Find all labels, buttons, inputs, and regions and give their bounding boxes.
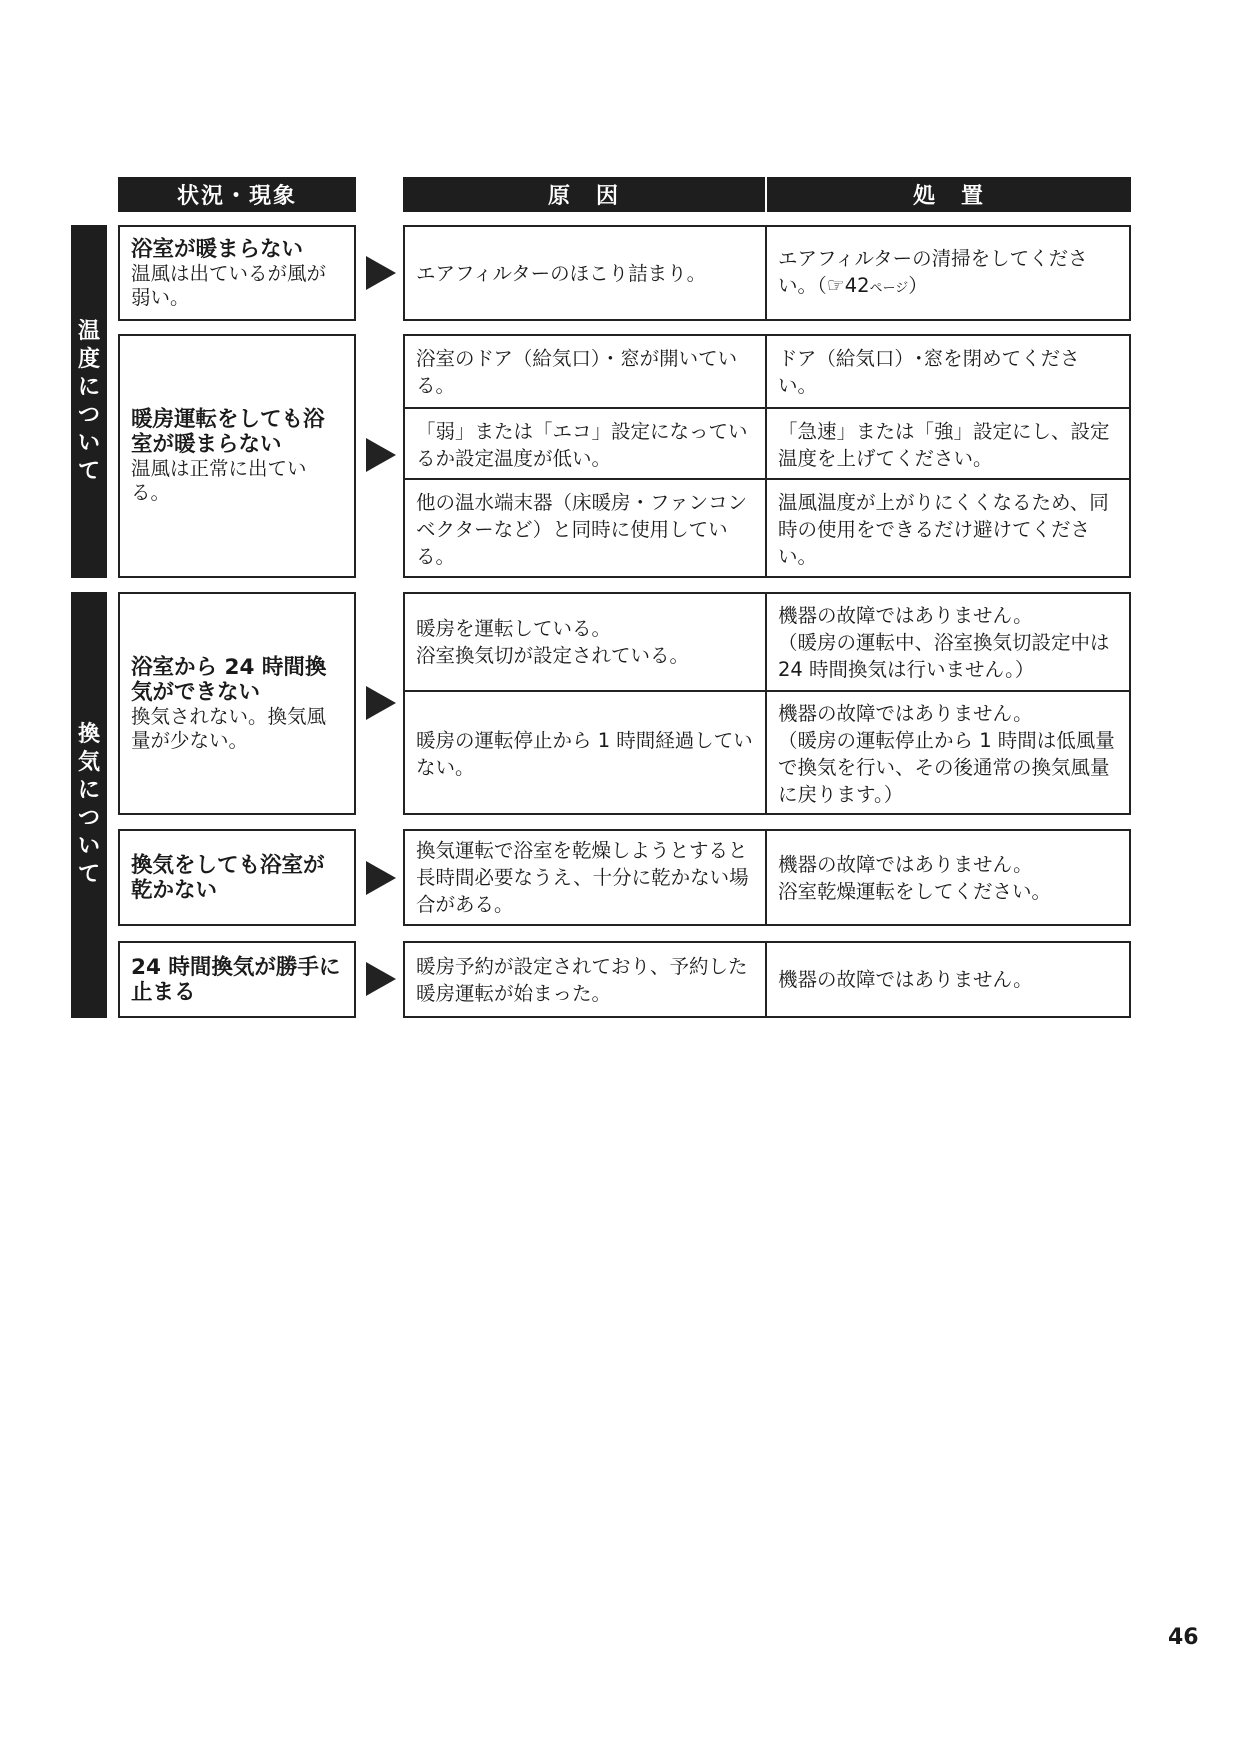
section-ventilation	[71, 592, 107, 1018]
cause-text: 他の温水端末器（床暖房・ファンコンベクターなど）と同時に使用している。	[416, 490, 748, 568]
cause-cell	[405, 336, 767, 407]
action-text: 機器の故障ではありません。	[778, 852, 1033, 876]
action-cell	[767, 831, 1129, 924]
ref-page: 42	[844, 273, 870, 297]
action-text-2: （暖房の運転中、浴室換気切設定中は 24 時間換気は行いません。）	[778, 630, 1110, 681]
section-char: い	[77, 430, 100, 456]
situation-cell	[118, 592, 356, 815]
situation-cell	[118, 225, 356, 321]
action-ref	[778, 272, 1118, 302]
action-cell	[767, 943, 1129, 1016]
situation-title: 24 時間換気が勝手に止まる	[131, 954, 341, 1005]
action-text: 機器の故障ではありません。	[778, 701, 1033, 725]
cause-text: エアフィルターのほこり詰まり。	[416, 261, 707, 285]
situation-cell	[118, 829, 356, 926]
arrow-icon	[366, 256, 396, 290]
section-char: 気	[77, 750, 100, 775]
section-char: に	[77, 778, 100, 803]
action-text: 機器の故障ではありません。	[778, 603, 1033, 627]
cause-cell	[405, 594, 767, 690]
table-row	[405, 336, 1129, 407]
cause-cell	[405, 943, 767, 1016]
cause-action-group	[403, 334, 1131, 578]
situation-title: 換気をしても浴室が乾かない	[131, 852, 325, 903]
cause-action-group	[403, 592, 1131, 815]
action-text: ドア（給気口）･窓を閉めてください。	[778, 346, 1080, 397]
section-char: て	[77, 458, 100, 484]
table-row	[405, 478, 1129, 578]
arrow-icon	[366, 438, 396, 472]
cause-cell	[405, 831, 767, 924]
cause-text-2: 浴室換気切が設定されている。	[416, 644, 690, 667]
action-text: 「急速」または「強」設定にし、設定温度を上げてください。	[778, 419, 1110, 470]
table-row	[405, 943, 1129, 1016]
section-char: 度	[77, 346, 100, 372]
action-text-2: い。（	[778, 273, 827, 297]
table-row	[405, 227, 1129, 319]
section-char: つ	[77, 402, 100, 428]
situation-cell	[118, 334, 356, 578]
arrow-icon	[366, 861, 396, 895]
cause-text: 浴室のドア（給気口）・窓が開いている。	[416, 346, 738, 397]
arrow-icon	[366, 686, 396, 720]
header-situation: 状況・現象	[118, 177, 356, 212]
ref-unit: ページ	[869, 280, 909, 296]
situation-title: 浴室が暖まらない	[131, 236, 304, 262]
cause-text: 暖房予約が設定されており、予約した暖房運転が始まった。	[416, 954, 748, 1005]
action-text-2: 浴室乾燥運転をしてください。	[778, 879, 1052, 903]
section-char: て	[77, 862, 100, 887]
situation-desc: 温風は出ているが風が弱い。	[131, 261, 327, 309]
table-row	[405, 690, 1129, 815]
table-row	[405, 407, 1129, 480]
cause-cell	[405, 409, 767, 480]
cause-text: 換気運転で浴室を乾燥しようとすると長時間必要なうえ、十分に乾かない場合がある。	[416, 839, 749, 916]
arrow-icon	[366, 962, 396, 996]
header-cause: 原 因	[403, 177, 765, 212]
action-text: 温風温度が上がりにくくなるため、同時の使用をできるだけ避けてください。	[778, 490, 1109, 568]
action-cell	[767, 409, 1129, 480]
situation-cell	[118, 941, 356, 1018]
situation-title: 暖房運転をしても浴室が暖まらない	[131, 407, 325, 457]
table-row	[405, 831, 1129, 924]
situation-desc: 温風は正常に出ている。	[131, 457, 307, 504]
table-row	[405, 594, 1129, 690]
action-text: エアフィルターの清掃をしてくださ	[778, 246, 1088, 270]
section-char: 温	[77, 318, 100, 344]
action-cell	[767, 336, 1129, 407]
page-number: 46	[1168, 1625, 1199, 1650]
section-char: つ	[77, 806, 100, 831]
cause-text: 「弱」または「エコ」設定になっているか設定温度が低い。	[416, 419, 748, 470]
header-action: 処 置	[767, 177, 1131, 212]
cause-text: 暖房を運転している。	[416, 617, 612, 640]
action-text-2: （暖房の運転停止から 1 時間は低風量で換気を行い、その後通常の換気風量に戻ります。）	[778, 728, 1115, 806]
action-cell	[767, 594, 1129, 690]
ref-close: ）	[908, 273, 928, 297]
action-cell	[767, 227, 1129, 319]
cause-action-group	[403, 941, 1131, 1018]
action-cell	[767, 692, 1129, 815]
cause-action-group	[403, 225, 1131, 321]
action-text: 機器の故障ではありません。	[778, 968, 1033, 991]
section-char: に	[77, 374, 100, 400]
section-temperature	[71, 225, 107, 578]
action-cell	[767, 480, 1129, 578]
cause-action-group	[403, 829, 1131, 926]
situation-title: 浴室から 24 時間換気ができない	[131, 654, 327, 705]
cause-cell	[405, 227, 767, 319]
pointing-hand-icon: ☞	[826, 272, 845, 297]
cause-cell	[405, 692, 767, 815]
situation-desc: 換気されない。換気風量が少ない。	[131, 704, 327, 752]
section-char: い	[77, 834, 100, 859]
cause-text: 暖房の運転停止から 1 時間経過していない。	[416, 728, 753, 779]
section-char: 換	[77, 722, 100, 747]
cause-cell	[405, 480, 767, 578]
